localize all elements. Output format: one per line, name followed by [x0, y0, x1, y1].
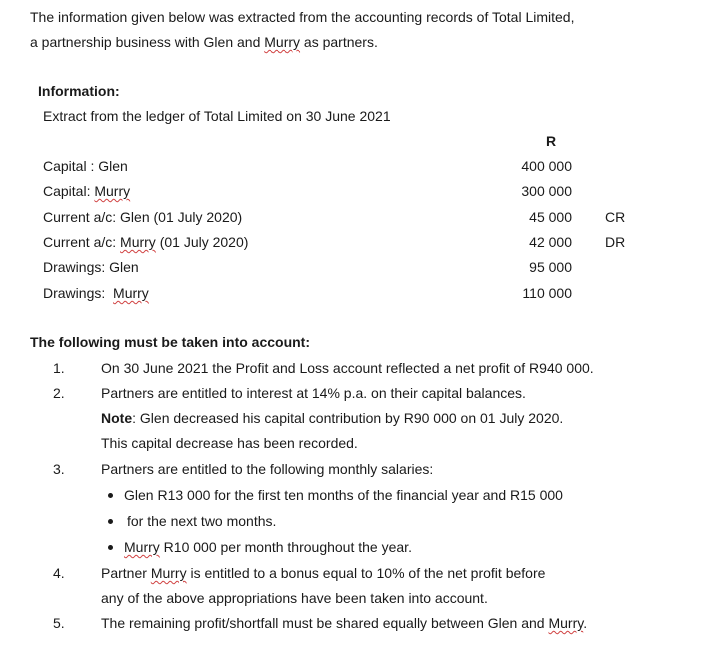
item-2-text: Partners are entitled to interest at 14% p.a. on their capital balances.	[101, 385, 526, 401]
ledger-label-text: Drawings:	[43, 285, 114, 301]
ledger-row-label: Capital : Glen	[43, 158, 128, 174]
ledger-row-balance-type: CR	[605, 209, 626, 225]
ledger-row-amount: 45 000	[529, 209, 572, 225]
ledger-row-amount: 300 000	[521, 183, 572, 199]
item-4-post: is entitled to a bonus equal to 10% of the net profit before	[186, 565, 546, 581]
partner-name-murry: Murry	[124, 539, 160, 555]
item-5-post: .	[583, 615, 588, 631]
salary-bullet-3	[124, 538, 412, 556]
item-3-text: Partners are entitled to the following monthly salaries:	[101, 461, 434, 477]
ledger-row-label	[43, 233, 248, 251]
salary-bullet-2: for the next two months.	[127, 513, 277, 529]
ledger-row-label	[43, 182, 130, 200]
bullet-icon	[108, 545, 113, 550]
note-label: Note	[101, 410, 133, 426]
bullet-icon	[108, 519, 113, 524]
item-5-pre: The remaining profit/shortfall must be shared equally between Glen and	[101, 615, 549, 631]
ledger-row-label: Drawings: Glen	[43, 259, 139, 275]
item-number: 2.	[53, 385, 65, 401]
ledger-row-label: Current a/c: Glen (01 July 2020)	[43, 209, 243, 225]
partner-name-murry: Murry	[113, 285, 149, 301]
ledger-label-text: Current a/c:	[43, 234, 121, 250]
adjustments-heading: The following must be taken into account:	[30, 334, 311, 350]
intro-line-2-text: a partnership business with Glen and	[30, 34, 265, 50]
intro-line-1: The information given below was extracted from the accounting records of Total Limited,	[30, 9, 575, 25]
item-number: 3.	[53, 461, 65, 477]
ledger-row-amount: 110 000	[522, 285, 572, 301]
ledger-row-balance-type: DR	[605, 234, 626, 250]
item-1-text: On 30 June 2021 the Profit and Loss account reflected a net profit of R940 000.	[101, 360, 594, 376]
note-text: : Glen decreased his capital contribution by R90 000 on 01 July 2020.	[132, 410, 564, 426]
item-4-text	[101, 564, 545, 582]
ledger-row-amount: 400 000	[521, 158, 572, 174]
bullet-icon	[108, 493, 113, 498]
salary-bullet-1: Glen R13 000 for the first ten months of the financial year and R15 000	[124, 487, 563, 503]
salary-bullet-3-text: R10 000 per month throughout the year.	[159, 539, 412, 555]
ledger-label-text: Capital:	[43, 183, 95, 199]
item-2-note-line-2: This capital decrease has been recorded.	[101, 435, 358, 451]
ledger-row-amount: 42 000	[529, 234, 572, 250]
item-2-note	[101, 409, 563, 427]
currency-header: R	[546, 133, 557, 149]
ledger-row-amount: 95 000	[529, 259, 572, 275]
ledger-extract-subheading: Extract from the ledger of Total Limited on 30 June 2021	[43, 108, 391, 124]
ledger-row-label	[43, 284, 149, 302]
intro-line-2-end: as partners.	[300, 34, 378, 50]
item-4-pre: Partner	[101, 565, 151, 581]
partner-name-murry: Murry	[548, 615, 584, 631]
item-number: 1.	[53, 360, 65, 376]
intro-line-2	[30, 33, 378, 51]
ledger-label-suffix: (01 July 2020)	[155, 234, 249, 250]
partner-name-murry: Murry	[94, 183, 131, 199]
item-number: 5.	[53, 615, 65, 631]
partner-name-murry: Murry	[120, 234, 156, 250]
item-5-text	[101, 614, 587, 632]
partner-name-murry: Murry	[264, 34, 301, 50]
information-heading: Information:	[38, 83, 120, 99]
item-number: 4.	[53, 565, 65, 581]
partner-name-murry: Murry	[150, 565, 187, 581]
item-4-line-2: any of the above appropriations have been taken into account.	[101, 590, 488, 606]
